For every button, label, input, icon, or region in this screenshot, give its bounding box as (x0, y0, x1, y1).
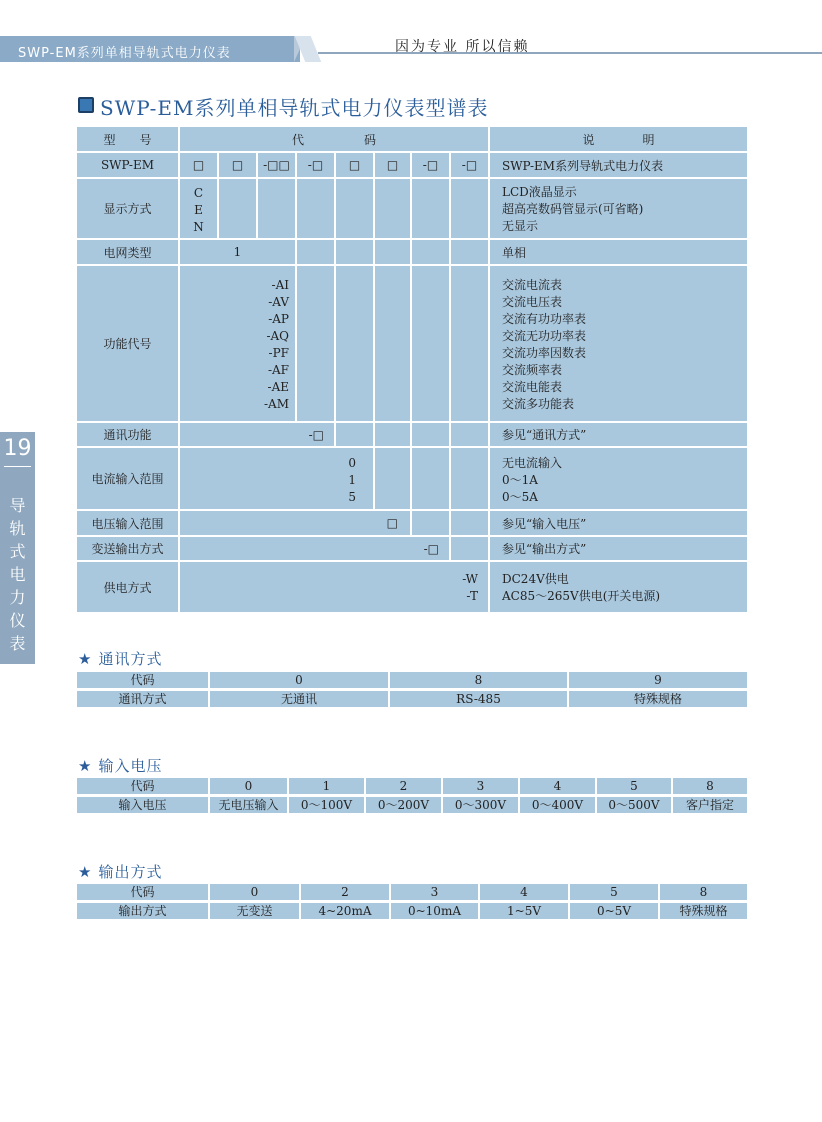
table-cell: 特殊规格 (660, 903, 747, 919)
code-slot: □ (375, 153, 410, 177)
function-desc (490, 266, 747, 421)
table-cell: 0~5V (570, 903, 658, 919)
table-cell: 0 (210, 778, 287, 794)
side-char: 轨 (9, 519, 26, 538)
table-cell: 0～500V (597, 797, 671, 813)
star-icon: ★ (78, 757, 93, 775)
function-code: -AP (268, 312, 289, 326)
desc-line: 无电流输入 (502, 456, 563, 470)
current-label: 电流输入范围 (77, 448, 178, 509)
series-header-tab: SWP-EM系列单相导轨式电力仪表 (0, 36, 300, 62)
table-cell: 无通讯 (210, 691, 388, 707)
table-cell: 4 (520, 778, 595, 794)
table-cell: 3 (391, 884, 478, 900)
function-code: -AE (267, 380, 289, 394)
power-desc (490, 562, 747, 612)
table-cell: 0 (210, 672, 388, 688)
empty-cell (219, 179, 256, 238)
table-cell: 0~10mA (391, 903, 478, 919)
table-cell: 通讯方式 (77, 691, 208, 707)
current-codes (180, 448, 373, 509)
function-label: 功能代号 (77, 266, 178, 421)
comm-code: -□ (180, 423, 334, 446)
side-char: 式 (9, 542, 26, 561)
display-code: C (193, 186, 204, 200)
empty-cell (297, 179, 334, 238)
display-code: E (194, 203, 203, 217)
desc-line: 超高亮数码管显示(可省略) (502, 202, 644, 216)
power-codes (180, 562, 488, 612)
table-cell: 5 (597, 778, 671, 794)
empty-cell (451, 537, 488, 560)
desc-line: 交流电能表 (502, 380, 563, 394)
empty-cell (375, 240, 410, 264)
desc-line: 交流多功能表 (502, 397, 575, 411)
empty-cell (336, 266, 373, 421)
output-section-title (78, 861, 162, 882)
display-code: N (193, 220, 204, 234)
function-codes (180, 266, 295, 421)
head-desc: 说 明 (490, 127, 747, 151)
comm-section-title (78, 648, 162, 669)
desc-line: 交流功率因数表 (502, 346, 587, 360)
display-codes (180, 179, 217, 238)
empty-cell (451, 266, 488, 421)
side-chapter-label (0, 494, 35, 655)
table-cell: 0～100V (289, 797, 364, 813)
table-cell: 9 (569, 672, 747, 688)
desc-line: 0～1A (502, 473, 538, 487)
code-slot: -□ (451, 153, 488, 177)
desc-line: 交流无功功率表 (502, 329, 587, 343)
empty-cell (258, 179, 295, 238)
head-model: 型 号 (77, 127, 178, 151)
function-code: -AI (271, 278, 289, 292)
title-square-icon (78, 97, 94, 113)
desc-line: 交流电流表 (502, 278, 563, 292)
table-cell: 代码 (77, 672, 208, 688)
table-cell: 代码 (77, 778, 208, 794)
code-slot: -□ (297, 153, 334, 177)
table-cell: 5 (570, 884, 658, 900)
function-code: -AM (263, 397, 289, 411)
side-divider (4, 466, 31, 467)
head-code: 代 码 (180, 127, 488, 151)
table-cell: 输出方式 (77, 903, 208, 919)
power-label: 供电方式 (77, 562, 178, 612)
table-cell: 客户指定 (673, 797, 747, 813)
empty-cell (375, 448, 410, 509)
code-slot: -□ (412, 153, 449, 177)
code-slot: □ (336, 153, 373, 177)
empty-cell (451, 511, 488, 535)
page-title: SWP-EM系列单相导轨式电力仪表型谱表 (100, 96, 489, 120)
table-cell: 0～200V (366, 797, 441, 813)
grid-label: 电网类型 (77, 240, 178, 264)
model-label: SWP-EM (77, 153, 178, 177)
empty-cell (375, 179, 410, 238)
desc-line: AC85～265V供电(开关电源) (502, 589, 661, 603)
desc-line: LCD液晶显示 (502, 185, 577, 199)
empty-cell (297, 266, 334, 421)
desc-line: 无显示 (502, 219, 539, 233)
function-code: -AQ (266, 329, 289, 343)
empty-cell (375, 423, 410, 446)
voltage-code: □ (180, 511, 410, 535)
table-cell: 4~20mA (301, 903, 389, 919)
side-char: 导 (9, 496, 26, 515)
grid-desc: 单相 (490, 240, 747, 264)
table-cell: 4 (480, 884, 568, 900)
header-rule (318, 52, 822, 54)
empty-cell (297, 240, 334, 264)
table-cell: 2 (301, 884, 389, 900)
empty-cell (451, 240, 488, 264)
current-code: 5 (348, 490, 356, 504)
empty-cell (412, 448, 449, 509)
desc-line: 交流电压表 (502, 295, 563, 309)
table-cell: 0～300V (443, 797, 518, 813)
empty-cell (412, 266, 449, 421)
display-label: 显示方式 (77, 179, 178, 238)
side-char: 表 (9, 634, 26, 653)
table-cell: 特殊规格 (569, 691, 747, 707)
table-cell: 2 (366, 778, 441, 794)
side-char: 力 (9, 588, 26, 607)
empty-cell (336, 423, 373, 446)
side-char: 仪 (9, 611, 26, 630)
table-cell: 输入电压 (77, 797, 208, 813)
side-char: 电 (9, 565, 26, 584)
current-code: 1 (348, 473, 356, 487)
comm-label: 通讯功能 (77, 423, 178, 446)
power-code: -T (466, 589, 478, 603)
table-cell: 3 (443, 778, 518, 794)
voltage-desc: 参见“输入电压” (490, 511, 747, 535)
empty-cell (412, 240, 449, 264)
table-cell: 0 (210, 884, 299, 900)
code-slot: □ (180, 153, 217, 177)
empty-cell (412, 423, 449, 446)
voltage-label: 电压输入范围 (77, 511, 178, 535)
empty-cell (375, 266, 410, 421)
desc-line: 0～5A (502, 490, 538, 504)
power-code: -W (462, 572, 478, 586)
model-desc: SWP-EM系列导轨式电力仪表 (490, 153, 747, 177)
section-title-text: 输出方式 (98, 863, 163, 881)
empty-cell (451, 448, 488, 509)
section-title-text: 通讯方式 (98, 650, 163, 668)
empty-cell (412, 511, 449, 535)
empty-cell (451, 179, 488, 238)
output-label: 变送输出方式 (77, 537, 178, 560)
desc-line: DC24V供电 (502, 572, 569, 586)
grid-code: 1 (180, 240, 295, 264)
table-cell: 8 (660, 884, 747, 900)
empty-cell (336, 240, 373, 264)
table-cell: 1 (289, 778, 364, 794)
empty-cell (451, 423, 488, 446)
desc-line: 交流频率表 (502, 363, 563, 377)
table-cell: 8 (390, 672, 567, 688)
page-number: 19 (3, 436, 32, 461)
display-desc (490, 179, 747, 238)
table-cell: 1~5V (480, 903, 568, 919)
function-code: -AV (268, 295, 289, 309)
star-icon: ★ (78, 650, 93, 668)
table-cell: 代码 (77, 884, 208, 900)
section-title-text: 输入电压 (98, 757, 163, 775)
output-code: -□ (180, 537, 449, 560)
table-cell: 8 (673, 778, 747, 794)
voltage-section-title (78, 755, 162, 776)
table-cell: 无电压输入 (210, 797, 287, 813)
star-icon: ★ (78, 863, 93, 881)
desc-line: 交流有功功率表 (502, 312, 587, 326)
header-motto: 因为专业 所以信赖 (395, 39, 530, 55)
function-code: -AF (267, 363, 289, 377)
code-slot: □ (219, 153, 256, 177)
current-desc (490, 448, 747, 509)
comm-desc: 参见“通讯方式” (490, 423, 747, 446)
empty-cell (412, 179, 449, 238)
function-code: -PF (268, 346, 289, 360)
current-code: 0 (348, 456, 356, 470)
table-cell: RS-485 (390, 691, 567, 707)
table-cell: 无变送 (210, 903, 299, 919)
empty-cell (336, 179, 373, 238)
code-slot: -□□ (258, 153, 295, 177)
table-cell: 0～400V (520, 797, 595, 813)
output-desc: 参见“输出方式” (490, 537, 747, 560)
